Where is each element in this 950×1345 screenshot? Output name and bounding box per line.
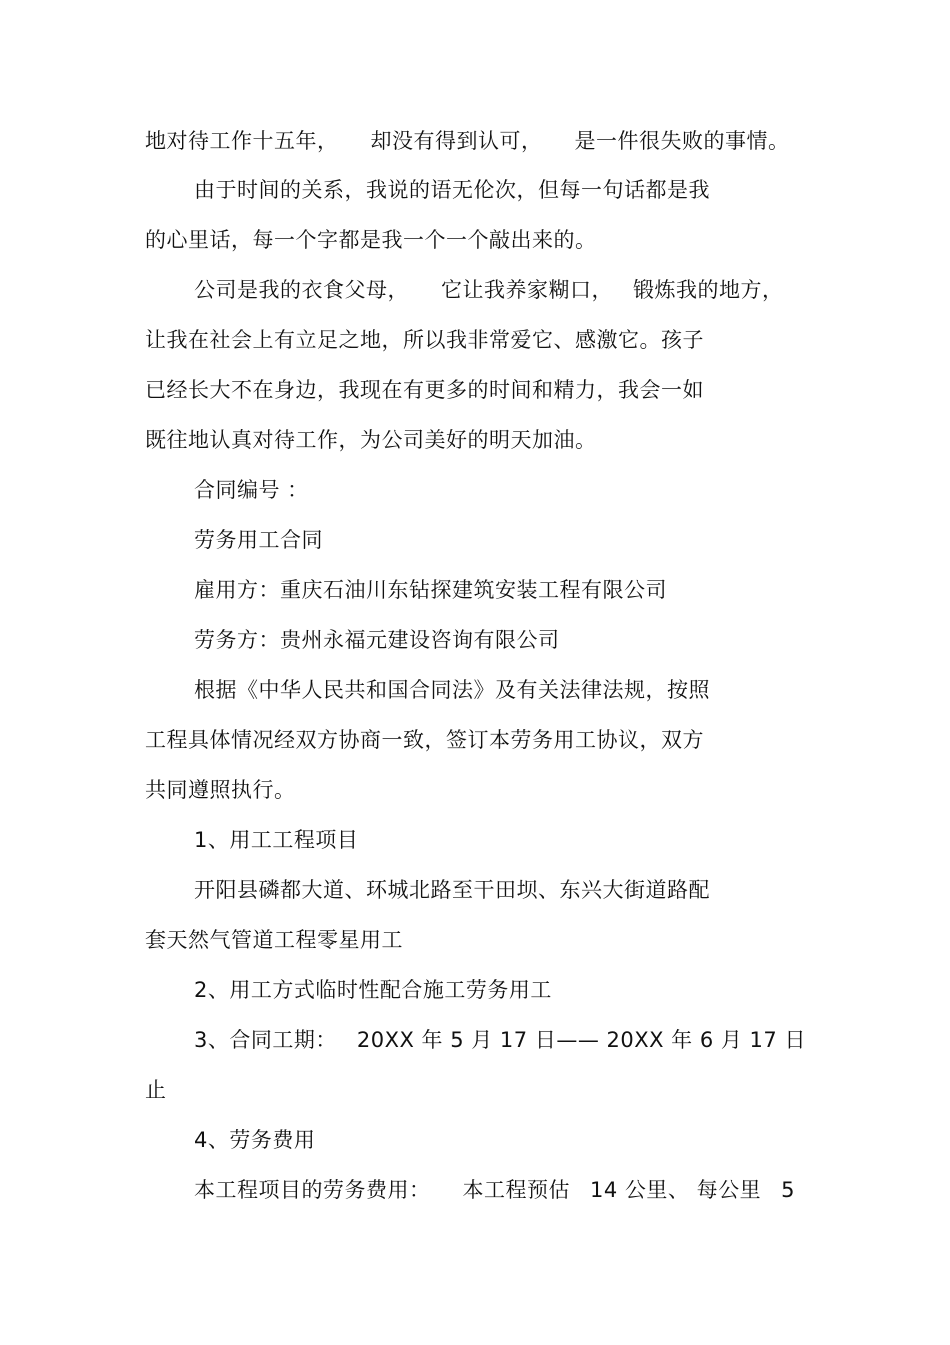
text-segment: 5: [781, 1178, 795, 1202]
contract-title: 劳务用工合同: [194, 528, 323, 552]
section-heading: [194, 1025, 806, 1055]
text-line: 共同遵照执行。: [145, 778, 296, 802]
text-segment: 却没有得到认可，: [370, 129, 543, 153]
section-heading: 2、用工方式临时性配合施工劳务用工: [194, 978, 552, 1002]
employer-line: 雇用方：重庆石油川东钻探建筑安装工程有限公司: [194, 578, 667, 602]
text-segment: 公司是我的衣食父母，: [194, 278, 409, 302]
text-segment: 本工程项目的劳务费用：: [194, 1178, 431, 1202]
text-segment: 20XX 年 5 月 17 日—— 20XX 年 6 月 17 日: [356, 1028, 806, 1052]
section-heading: 1、用工工程项目: [194, 828, 359, 852]
text-segment: 14 公里、 每公里: [590, 1178, 762, 1202]
text-line: [194, 1175, 795, 1205]
section-heading: 4、劳务费用: [194, 1128, 316, 1152]
text-line: 开阳县磷都大道、环城北路至干田坝、东兴大街道路配: [194, 878, 710, 902]
text-line: 已经长大不在身边，我现在有更多的时间和精力，我会一如: [145, 378, 704, 402]
text-line: 的心里话，每一个字都是我一个一个敲出来的。: [145, 228, 597, 252]
text-line: 既往地认真对待工作，为公司美好的明天加油。: [145, 428, 597, 452]
text-segment: 它让我养家糊口，: [441, 278, 613, 302]
text-segment: 锻炼我的地方，: [633, 278, 784, 302]
text-line: 工程具体情况经双方协商一致，签订本劳务用工协议，双方: [145, 728, 704, 752]
text-line: 套天然气管道工程零星用工: [145, 928, 403, 952]
text-line: [145, 126, 790, 156]
text-segment: 是一件很失败的事情。: [574, 129, 790, 153]
text-segment: 地对待工作十五年，: [145, 129, 339, 153]
text-line: 由于时间的关系，我说的语无伦次，但每一句话都是我: [194, 178, 710, 202]
contractor-line: 劳务方：贵州永福元建设咨询有限公司: [194, 628, 560, 652]
text-line: [194, 275, 784, 305]
contract-number-label: 合同编号 ：: [194, 478, 309, 502]
text-line: 止: [145, 1078, 167, 1102]
text-segment: 本工程预估: [462, 1178, 570, 1202]
text-line: 根据《中华人民共和国合同法》及有关法律法规，按照: [194, 678, 710, 702]
text-segment: 3、合同工期：: [194, 1028, 337, 1052]
text-line: 让我在社会上有立足之地，所以我非常爱它、感激它。孩子: [145, 328, 704, 352]
